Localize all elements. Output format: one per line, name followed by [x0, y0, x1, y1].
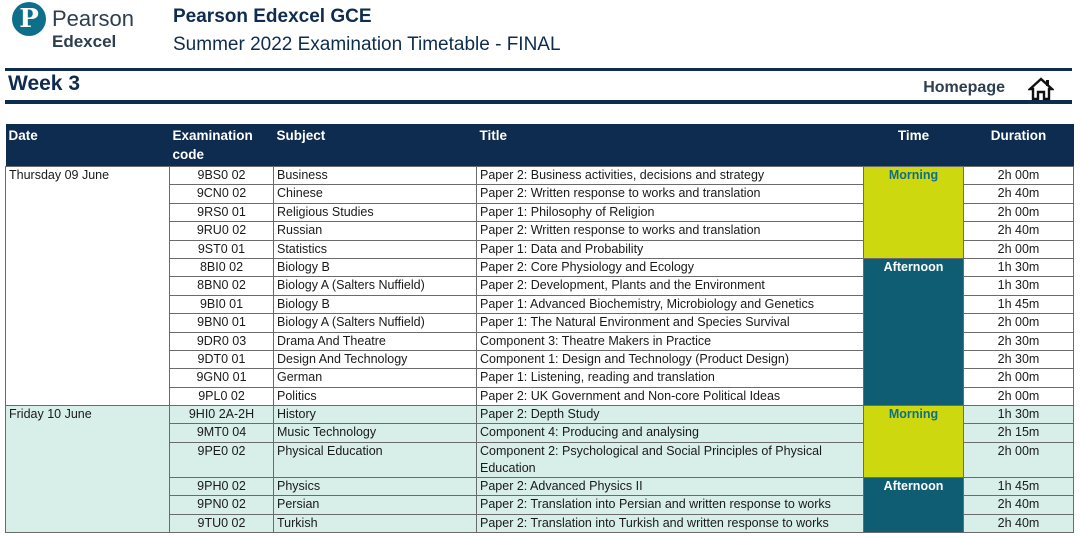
exam-subject: Drama And Theatre: [274, 332, 477, 350]
session-time-badge: Morning: [864, 406, 964, 478]
timetable-header-row: [6, 124, 1074, 167]
exam-subject: Russian: [274, 222, 477, 240]
exam-code: 9RU0 02: [170, 222, 274, 240]
exam-code: 9BI0 01: [170, 295, 274, 313]
exam-code: 9HI0 2A-2H: [170, 406, 274, 424]
exam-code: 9ST0 01: [170, 240, 274, 258]
exam-duration: 2h 40m: [964, 496, 1074, 514]
pearson-logo: [12, 2, 142, 54]
exam-subject: Turkish: [274, 514, 477, 532]
exam-title: Paper 1: Listening, reading and translation: [477, 369, 864, 387]
exam-duration: 2h 00m: [964, 314, 1074, 332]
exam-duration: 1h 45m: [964, 477, 1074, 495]
col-header-duration: Duration: [964, 124, 1074, 167]
col-header-code: Examination code: [170, 124, 274, 167]
exam-subject: Politics: [274, 387, 477, 405]
exam-code: 9BN0 01: [170, 314, 274, 332]
header-divider-bottom: [5, 100, 1072, 104]
exam-duration: 2h 40m: [964, 514, 1074, 532]
exam-subject: Biology A (Salters Nuffield): [274, 314, 477, 332]
exam-subject: Physical Education: [274, 442, 477, 477]
week-heading: Week 3: [8, 72, 80, 95]
exam-duration: 1h 45m: [964, 295, 1074, 313]
col-header-title: Title: [477, 124, 864, 167]
exam-subject: Chinese: [274, 185, 477, 203]
home-icon[interactable]: [1028, 77, 1054, 101]
exam-title: Paper 2: Translation into Turkish and written response to works: [477, 514, 864, 532]
table-row: [6, 406, 1074, 424]
exam-date: Friday 10 June: [6, 406, 170, 533]
table-row: [6, 167, 1074, 185]
exam-subject: Persian: [274, 496, 477, 514]
logo-wordmark: Pearson: [52, 6, 134, 31]
exam-title: Paper 1: Data and Probability: [477, 240, 864, 258]
exam-title: Component 2: Psychological and Social Principles of Physical Education: [477, 442, 864, 477]
exam-code: 9DT0 01: [170, 350, 274, 368]
exam-duration: 1h 30m: [964, 277, 1074, 295]
exam-subject: Statistics: [274, 240, 477, 258]
exam-title: Paper 2: Core Physiology and Ecology: [477, 258, 864, 276]
exam-code: 9MT0 04: [170, 424, 274, 442]
exam-code: 8BI0 02: [170, 258, 274, 276]
exam-subject: Religious Studies: [274, 203, 477, 221]
col-header-date: Date: [6, 124, 170, 167]
exam-code: 9PN0 02: [170, 496, 274, 514]
session-time-badge: Afternoon: [864, 258, 964, 405]
exam-code: 9RS0 01: [170, 203, 274, 221]
session-time-badge: Morning: [864, 167, 964, 259]
exam-code: 8BN0 02: [170, 277, 274, 295]
exam-title: Paper 2: Depth Study: [477, 406, 864, 424]
exam-subject: Physics: [274, 477, 477, 495]
exam-subject: Music Technology: [274, 424, 477, 442]
exam-duration: 2h 00m: [964, 369, 1074, 387]
exam-title: Paper 1: Advanced Biochemistry, Microbiology and Genetics: [477, 295, 864, 313]
exam-subject: Biology B: [274, 258, 477, 276]
exam-subject: History: [274, 406, 477, 424]
exam-title: Paper 1: Philosophy of Religion: [477, 203, 864, 221]
exam-duration: 2h 30m: [964, 350, 1074, 368]
exam-duration: 2h 40m: [964, 222, 1074, 240]
exam-title: Paper 2: Written response to works and translation: [477, 185, 864, 203]
exam-title: Paper 2: Business activities, decisions and strategy: [477, 167, 864, 185]
exam-title: Paper 2: UK Government and Non-core Political Ideas: [477, 387, 864, 405]
logo-subbrand: Edexcel: [52, 32, 117, 51]
exam-code: 9CN0 02: [170, 185, 274, 203]
exam-duration: 2h 00m: [964, 203, 1074, 221]
exam-title: Component 3: Theatre Makers in Practice: [477, 332, 864, 350]
col-header-subject: Subject: [274, 124, 477, 167]
exam-subject: Design And Technology: [274, 350, 477, 368]
exam-code: 9PL0 02: [170, 387, 274, 405]
exam-subject: Biology A (Salters Nuffield): [274, 277, 477, 295]
exam-duration: 2h 30m: [964, 332, 1074, 350]
exam-code: 9TU0 02: [170, 514, 274, 532]
timetable: [5, 124, 1074, 533]
exam-subject: Biology B: [274, 295, 477, 313]
page-title: Pearson Edexcel GCE: [173, 6, 372, 27]
exam-code: 9PE0 02: [170, 442, 274, 477]
header-divider-top: [5, 68, 1072, 71]
exam-title: Paper 2: Translation into Persian and written response to works: [477, 496, 864, 514]
exam-code: 9PH0 02: [170, 477, 274, 495]
exam-title: Component 1: Design and Technology (Product Design): [477, 350, 864, 368]
exam-duration: 1h 30m: [964, 406, 1074, 424]
exam-subject: Business: [274, 167, 477, 185]
exam-duration: 2h 00m: [964, 240, 1074, 258]
exam-title: Paper 2: Advanced Physics II: [477, 477, 864, 495]
exam-code: 9GN0 01: [170, 369, 274, 387]
exam-subject: German: [274, 369, 477, 387]
homepage-link[interactable]: Homepage: [923, 79, 1005, 96]
session-time-badge: Afternoon: [864, 477, 964, 532]
exam-duration: 1h 30m: [964, 258, 1074, 276]
exam-duration: 2h 15m: [964, 424, 1074, 442]
exam-code: 9DR0 03: [170, 332, 274, 350]
exam-duration: 2h 00m: [964, 387, 1074, 405]
exam-title: Component 4: Producing and analysing: [477, 424, 864, 442]
exam-duration: 2h 40m: [964, 185, 1074, 203]
exam-code: 9BS0 02: [170, 167, 274, 185]
pearson-p-icon: P: [12, 2, 46, 36]
page-subtitle: Summer 2022 Examination Timetable - FINAL: [173, 34, 561, 55]
exam-date: Thursday 09 June: [6, 167, 170, 406]
exam-title: Paper 2: Written response to works and translation: [477, 222, 864, 240]
exam-title: Paper 1: The Natural Environment and Species Survival: [477, 314, 864, 332]
col-header-time: Time: [864, 124, 964, 167]
exam-title: Paper 2: Development, Plants and the Environment: [477, 277, 864, 295]
exam-duration: 2h 00m: [964, 442, 1074, 477]
exam-duration: 2h 00m: [964, 167, 1074, 185]
